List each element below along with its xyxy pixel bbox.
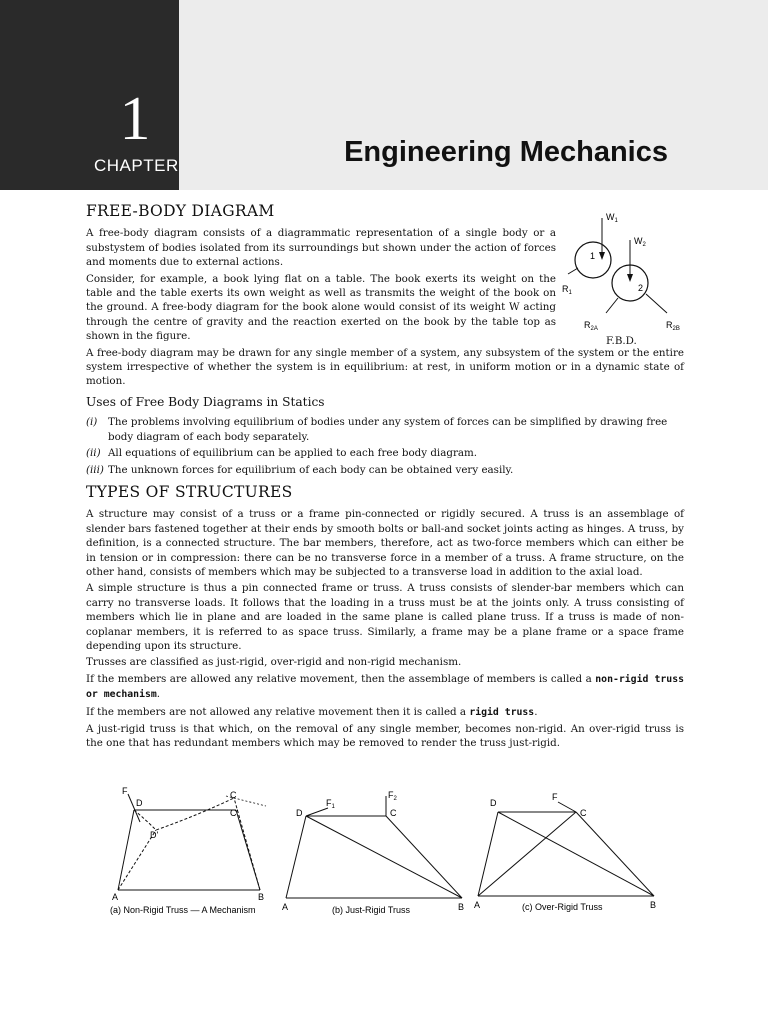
r1-arrow bbox=[568, 268, 578, 274]
ball-2-label: 2 bbox=[638, 283, 644, 293]
svg-text:C: C bbox=[230, 790, 237, 800]
list-item: (i) The problems involving equilibrium of bodies under any system of forces can be simplified by drawing free body diagram of each body separately. bbox=[86, 416, 668, 443]
list-item: (iii) The unknown forces for equilibrium of each body can be obtained very easily. bbox=[86, 463, 514, 476]
truss-a bbox=[110, 786, 266, 915]
fbd-paragraph-2: Consider, for example, a book lying flat on a table. The book exerts its weight on the table and the table exerts its own weight as well as transmits the weight of the book on the ground. A free-body diagram for the book alone would consist of its weight W acting through the centre of gravity and the reaction exerted on the book by the table top as shown in the figure. bbox=[86, 272, 556, 343]
structures-heading: TYPES OF STRUCTURES bbox=[86, 482, 293, 501]
svg-text:D': D' bbox=[150, 830, 159, 840]
non-rigid-term: non-rigid truss or mechanism bbox=[86, 673, 684, 701]
r1-label: $R_1$ bbox=[562, 284, 572, 296]
svg-text:C: C bbox=[580, 808, 587, 818]
svg-text:B: B bbox=[458, 902, 465, 912]
chapter-number-box bbox=[0, 0, 179, 190]
w2-label: $W_2$ bbox=[634, 236, 646, 248]
r2a-arrow bbox=[606, 298, 618, 313]
chapter-title: Engineering Mechanics bbox=[344, 136, 668, 168]
svg-text:A: A bbox=[112, 892, 119, 902]
svg-text:F1: $F_1$ bbox=[326, 798, 335, 810]
r2b-arrow bbox=[646, 294, 667, 313]
rigid-term: rigid truss bbox=[469, 706, 535, 718]
svg-text:D: D bbox=[490, 798, 497, 808]
svg-text:F: F bbox=[122, 786, 128, 796]
caption-a: (a) Non-Rigid Truss — A Mechanism bbox=[110, 905, 256, 915]
caption-b: (b) Just-Rigid Truss bbox=[332, 905, 411, 915]
truss-b bbox=[282, 790, 464, 915]
svg-text:D: D bbox=[296, 808, 303, 818]
chapter-label: CHAPTER bbox=[94, 156, 179, 175]
svg-text:D: D bbox=[136, 798, 143, 808]
fbd-heading: FREE-BODY DIAGRAM bbox=[86, 202, 275, 220]
fbd-paragraph-1: A free-body diagram consists of a diagrammatic representation of a single body or a substystem of bodies isolated from its surroundings but shown under the action of forces and moments due to external actions. bbox=[86, 227, 556, 269]
structures-paragraph-6: A just-rigid truss is that which, on the removal of any single member, becomes non-rigid. An over-rigid truss is the one that has redundant members which may be removed to render the truss just-rigid. bbox=[86, 723, 684, 750]
structures-paragraph-3: Trusses are classified as just-rigid, over-rigid and non-rigid mechanism. bbox=[86, 656, 462, 669]
ball-1-label: 1 bbox=[590, 251, 596, 261]
structures-paragraph-2: A simple structure is thus a pin connected frame or truss. A truss consists of slender-bar members which can carry no transverse loads. It follows that the loading in a truss must be at the joints only. A truss consisting of members which lie in plane and are loaded in the same plane is called plane truss. If a truss is made of non-coplanar members, it is referred to as space truss. Similarly, a frame may be a plane frame or a space frame depending upon its structure. bbox=[86, 582, 684, 652]
truss-figures-svg bbox=[106, 786, 666, 922]
svg-text:F: F bbox=[552, 792, 558, 802]
svg-text:C': C' bbox=[230, 808, 239, 818]
caption-c: (c) Over-Rigid Truss bbox=[522, 902, 603, 912]
chapter-number: 1 bbox=[119, 85, 151, 153]
uses-list bbox=[86, 415, 684, 477]
structures-paragraph-5: If the members are not allowed any relative movement then it is called a rigid truss. bbox=[86, 705, 538, 718]
w2-arrowhead bbox=[627, 274, 633, 282]
svg-text:A: A bbox=[282, 902, 289, 912]
r2a-label: $R_{2A}$ bbox=[584, 320, 598, 332]
svg-text:F2: $F_2$ bbox=[388, 790, 397, 802]
svg-text:B: B bbox=[650, 900, 657, 910]
svg-text:C: C bbox=[390, 808, 397, 818]
fbd-paragraph-3: A free-body diagram may be drawn for any single member of a system, any subsystem of the system or the entire system irrespective of whether the system is in equilibrium: at rest, in uniform motion or in a dynamic state of motion. bbox=[86, 346, 684, 388]
w1-label: $W_1$ bbox=[606, 212, 618, 224]
list-item: (ii) All equations of equilibrium can be applied to each free body diagram. bbox=[86, 447, 478, 460]
w1-arrowhead bbox=[599, 252, 605, 260]
truss-c bbox=[474, 792, 656, 912]
uses-heading: Uses of Free Body Diagrams in Statics bbox=[86, 394, 325, 409]
svg-text:A: A bbox=[474, 900, 481, 910]
structures-paragraph-4: If the members are allowed any relative movement, then the assemblage of members is called a non-rigid truss or mechanism. bbox=[86, 672, 684, 701]
r2b-label: $R_{2B}$ bbox=[666, 320, 680, 332]
svg-text:B: B bbox=[258, 892, 265, 902]
structures-paragraph-1: A structure may consist of a truss or a frame pin-connected or rigidly secured. A truss is an assemblage of slender bars fastened together at their ends by smooth bolts or ball-and socket joints acting as hinges. A truss, by definition, is a connected structure. The bar members, therefore, act as two-force members which can either be in tension or in compression: there can be no transverse force in a member of a truss. A frame structure, on the other hand, consists of members which may be subjected to a transverse load in addition to the axial load. bbox=[86, 508, 684, 578]
page-content bbox=[86, 204, 684, 753]
truss-figures bbox=[106, 786, 666, 922]
fbd-caption: F.B.D. bbox=[606, 335, 637, 347]
